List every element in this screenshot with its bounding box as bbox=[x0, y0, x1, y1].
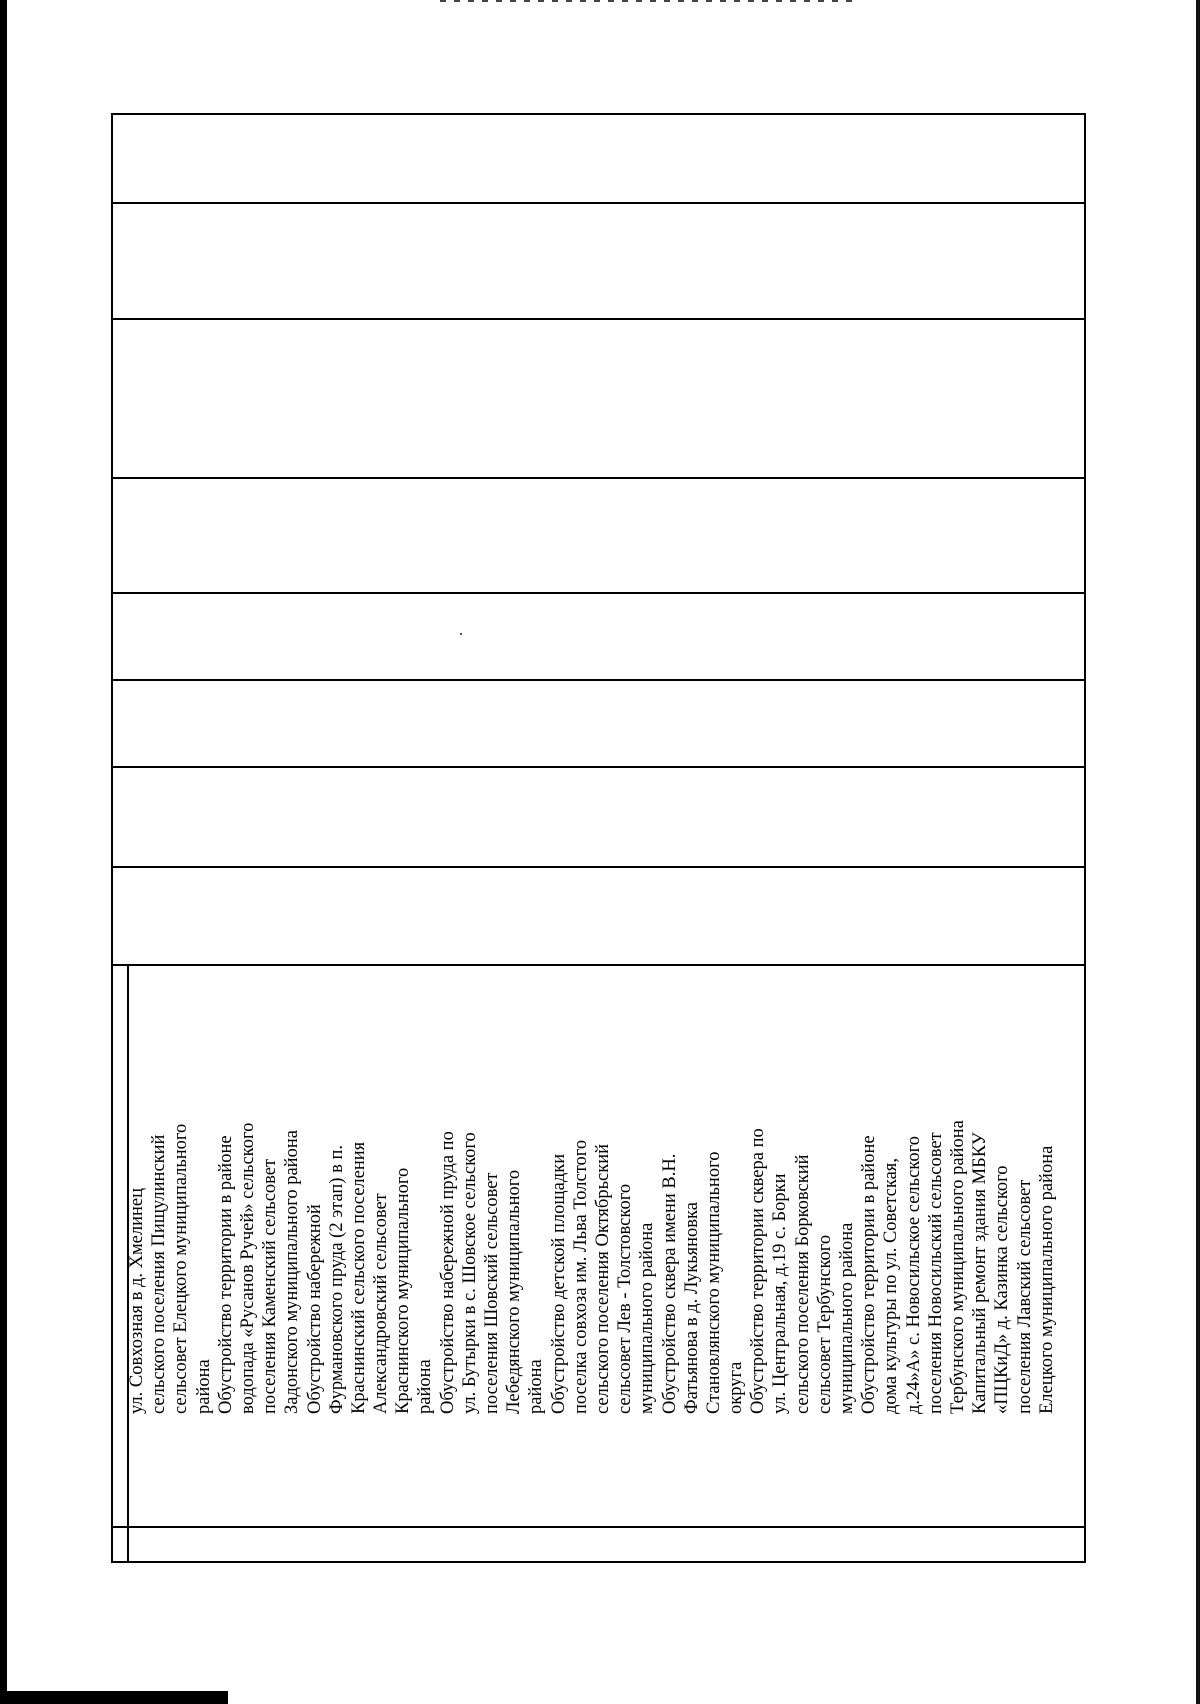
project-line: Обустройство территории в районе bbox=[215, 1135, 236, 1414]
project-line: Обустройство набережной bbox=[304, 1204, 325, 1414]
project-line: Обустройство территории в районе bbox=[859, 1135, 880, 1414]
project-line: сельсовет Лев - Толстовского bbox=[615, 1183, 636, 1414]
scan-edge-top bbox=[440, 0, 860, 2]
project-line: водопада «Русанов Ручей» сельского bbox=[237, 1122, 258, 1414]
project-line: ул. Центральная, д.19 с. Борки bbox=[770, 1173, 791, 1414]
scan-edge-bottom bbox=[0, 1691, 228, 1704]
project-line: дома культуры по ул. Советская, bbox=[881, 1158, 902, 1414]
project-line: «ПЦКиД» д. Казинка сельского bbox=[992, 1165, 1013, 1414]
project-line: сельского поселения Октябрьский bbox=[592, 1143, 613, 1414]
table-rule bbox=[113, 679, 1084, 681]
project-line: Обустройство набережной пруда по bbox=[437, 1131, 458, 1414]
project-line: Фатьянова в д. Лукьяновка bbox=[681, 1202, 702, 1414]
table-rule bbox=[113, 866, 1084, 868]
project-line: Становлянского муниципального bbox=[703, 1151, 724, 1414]
project-line: сельского поселения Пищулинский bbox=[149, 1134, 170, 1414]
project-line: района bbox=[526, 1359, 547, 1414]
project-line: Обустройство детской площадки bbox=[548, 1153, 569, 1414]
project-line: Задонского муниципального района bbox=[282, 1130, 303, 1414]
project-line: ул. Совхозная в д. Хмелинец bbox=[127, 1187, 147, 1414]
project-line: Фурмановского пруда (2 этап) в п. bbox=[326, 1145, 347, 1414]
project-line: поселка совхоза им. Льва Толстого bbox=[570, 1139, 591, 1414]
project-line: Обустройство территории сквера по bbox=[748, 1128, 769, 1414]
project-line: поселения Каменский сельсовет bbox=[260, 1158, 281, 1414]
project-line: д.24»А» с. Новосильское сельского bbox=[903, 1136, 924, 1414]
project-line: Елецкого муниципального района bbox=[1036, 1145, 1057, 1414]
project-line: поселения Лавский сельсовет bbox=[1014, 1179, 1035, 1414]
project-line: сельского поселения Борковский bbox=[792, 1154, 813, 1414]
project-line: поселения Новосильский сельсовет bbox=[925, 1132, 946, 1414]
table-rule bbox=[113, 318, 1084, 320]
table-rule bbox=[113, 1526, 1084, 1528]
project-list-cell bbox=[120, 888, 1070, 1418]
project-line: Александровский сельсовет bbox=[371, 1193, 392, 1414]
project-line: Краснинского муниципального bbox=[393, 1167, 414, 1414]
project-line: ул. Бутырки в с. Шовское сельского bbox=[459, 1132, 480, 1414]
scan-edge-right bbox=[1196, 0, 1200, 1704]
project-line: района bbox=[415, 1359, 436, 1414]
project-line: района bbox=[193, 1359, 214, 1414]
project-line: муниципального района bbox=[637, 1222, 658, 1414]
table-rule bbox=[113, 592, 1084, 594]
project-line: сельсовет Елецкого муниципального bbox=[171, 1123, 192, 1414]
project-line: Краснинский сельского поселения bbox=[348, 1141, 369, 1414]
project-line: Обустройство сквера имени В.Н. bbox=[659, 1153, 680, 1414]
table-rule bbox=[113, 202, 1084, 204]
project-line: сельсовет Тербунского bbox=[814, 1234, 835, 1414]
table-rule bbox=[113, 766, 1084, 768]
scan-edge-left bbox=[0, 0, 7, 1704]
project-line: Тербунского муниципального района bbox=[947, 1120, 968, 1414]
project-line: Лебедянского муниципального bbox=[504, 1169, 525, 1414]
project-line: округа bbox=[726, 1361, 747, 1414]
project-line: муниципального района bbox=[837, 1222, 857, 1414]
project-line: Капитальный ремонт здания МБКУ bbox=[970, 1132, 991, 1414]
table-rule bbox=[113, 477, 1084, 479]
project-line: поселения Шовский сельсовет bbox=[482, 1172, 502, 1414]
